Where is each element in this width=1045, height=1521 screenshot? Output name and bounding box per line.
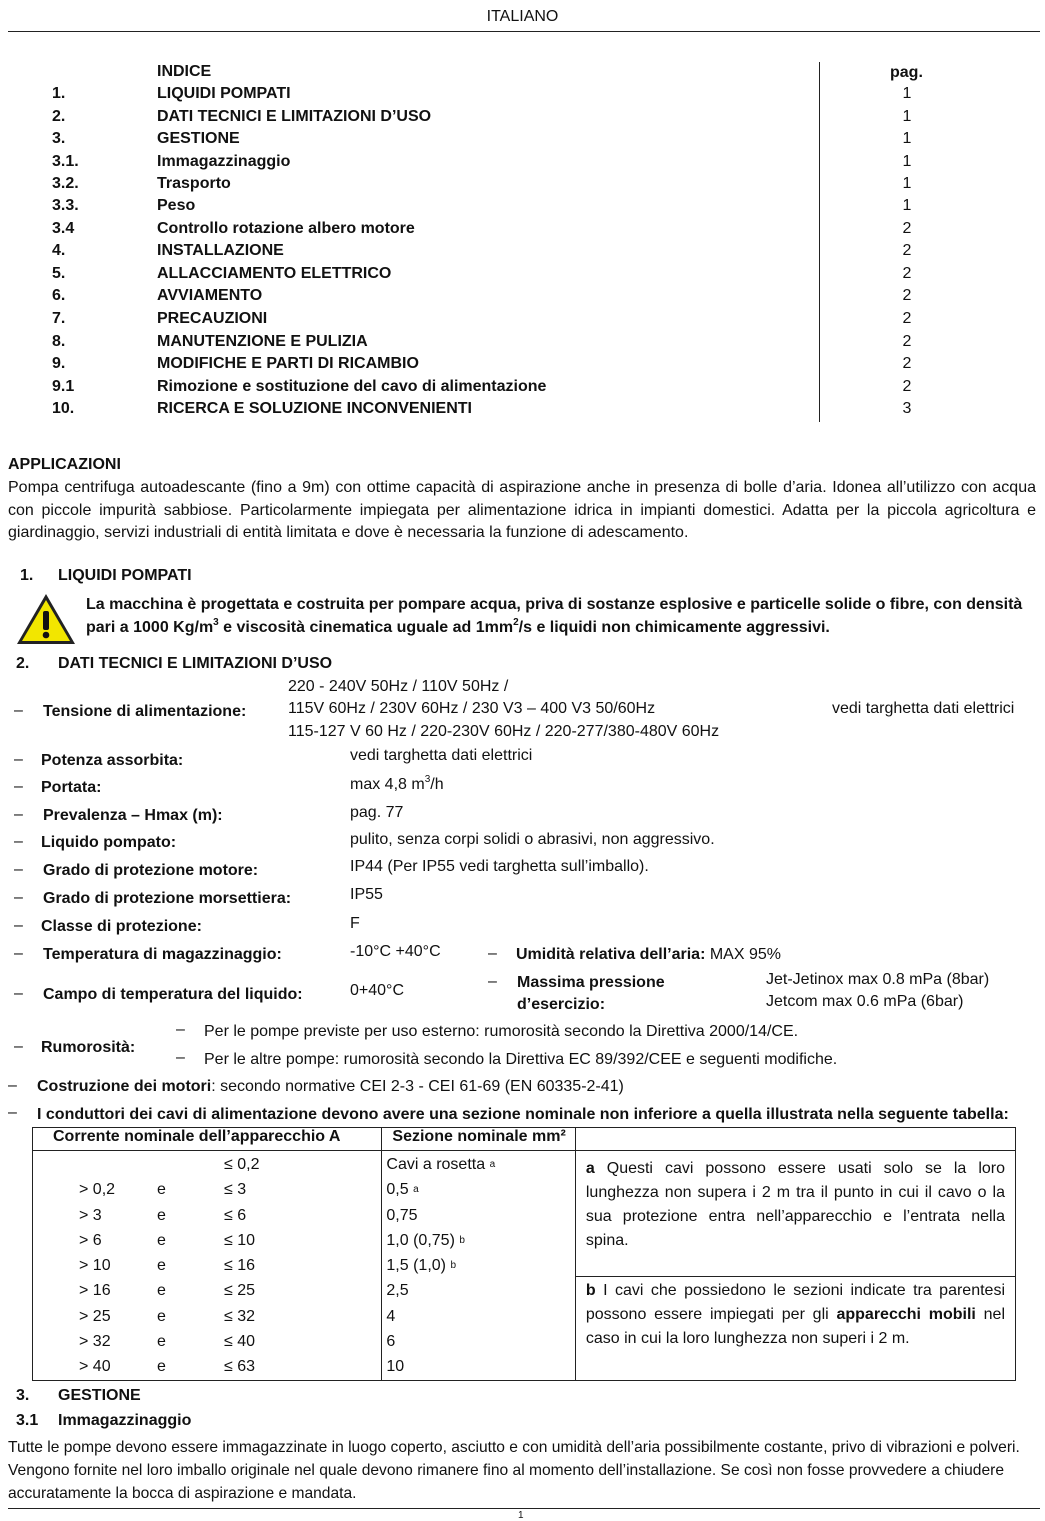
table-row-corrente [33, 1253, 381, 1278]
warning-text-line1: La macchina è progettata e costruita per pompare acqua, priva di sostanze esplosive e particelle solide o fibre, con densità [86, 596, 1023, 613]
conduttori-text: I conduttori dei cavi di alimentazione devono avere una sezione nominale non inferiore a quella illustrata nella seguente tabella: [37, 1106, 1009, 1123]
toc-item-title: MODIFICHE E PARTI DI RICAMBIO [157, 355, 419, 372]
table-row-sezione [382, 1177, 574, 1202]
toc-item-number: 6. [52, 287, 66, 304]
grado-motore-value: IP44 (Per IP55 vedi targhetta sull’imballo). [350, 858, 649, 875]
rumorosita-line-2: Per le altre pompe: rumorosità secondo la Direttiva EC 89/392/CEE e seguenti modifiche. [204, 1051, 838, 1068]
dash: – [14, 702, 23, 719]
liquido-value: pulito, senza corpi solidi o abrasivi, non aggressivo. [350, 831, 715, 848]
liquido-label: Liquido pompato: [41, 834, 177, 851]
cable-section-table [32, 1127, 1016, 1381]
toc-item-page: 2 [902, 378, 912, 395]
temp-mag-value: -10°C +40°C [350, 943, 441, 960]
table-row-sezione [382, 1203, 574, 1228]
toc-item-title: ALLACCIAMENTO ELETTRICO [157, 265, 392, 282]
tensione-line-1: 220 - 240V 50Hz / 110V 50Hz / [288, 678, 509, 695]
toc-item-page: 1 [902, 153, 912, 170]
toc-item-title: DATI TECNICI E LIMITAZIONI D’USO [157, 108, 432, 125]
toc-item-number: 9.1 [52, 378, 75, 395]
toc-item [52, 310, 952, 332]
tensione-line-3: 115-127 V 60 Hz / 220-230V 60Hz / 220-277/380-480V 60Hz [288, 723, 720, 740]
sezione-value: 1,5 (1,0) [386, 1257, 446, 1275]
toc-item-number: 10. [52, 400, 75, 417]
corrente-e: e [157, 1257, 166, 1275]
applicazioni-text: Pompa centrifuga autoadescante (fino a 9m) con ottime capacità di aspirazione anche in presenza di bolle d’aria. Idonea all’utilizzo con acqua con piccole impurità sabbiose. Particolarmente impiegata per alimentazione idrica in impianti domestici. Adatta per la piccola agricoltura e giardinaggio, servizi industriali di entità limitata e dove è necessaria la funzione di adescamento. [8, 479, 1036, 541]
dash: – [14, 985, 23, 1002]
toc-item [52, 265, 952, 287]
dash: – [14, 861, 23, 878]
table-row-sezione [382, 1152, 574, 1177]
dash: – [14, 751, 23, 768]
section2-title: DATI TECNICI E LIMITAZIONI D’USO [58, 655, 333, 672]
dash: – [14, 833, 23, 850]
rumorosita-label: Rumorosità: [41, 1039, 136, 1056]
corrente-e: e [157, 1231, 166, 1249]
grado-motore-label: Grado di protezione motore: [43, 862, 259, 879]
toc-item-page: 1 [902, 130, 912, 147]
toc-item-page: 3 [902, 400, 912, 417]
potenza-label: Potenza assorbita: [41, 752, 184, 769]
prevalenza-label: Prevalenza – Hmax (m): [43, 807, 223, 824]
toc-item-title: Controllo rotazione albero motore [157, 220, 415, 237]
corrente-e: e [157, 1358, 166, 1376]
toc-item-number: 9. [52, 355, 66, 372]
dash: – [14, 917, 23, 934]
toc-item-page: 1 [902, 85, 912, 102]
toc-item [52, 378, 952, 400]
corrente-high: ≤ 32 [224, 1307, 256, 1325]
table-row-corrente [33, 1177, 381, 1202]
table-row-corrente [33, 1278, 381, 1303]
section3-number: 3. [16, 1387, 30, 1404]
note-b-cell [575, 1276, 1015, 1380]
corrente-low: > 3 [79, 1206, 102, 1224]
corrente-high: ≤ 3 [224, 1181, 247, 1199]
dash: – [14, 945, 23, 962]
toc-item [52, 108, 952, 130]
toc-item-title: AVVIAMENTO [157, 287, 263, 304]
warning-text-line2: pari a 1000 $Kg/m^3$ e viscosità cinematica uguale ad $1mm^2/s$ e liquidi non chimicamente aggressivi. [86, 617, 830, 636]
toc-item [52, 400, 952, 422]
toc-item-page: 2 [902, 220, 912, 237]
toc-item-title: RICERCA E SOLUZIONE INCONVENIENTI [157, 400, 472, 417]
toc-item-page: 2 [902, 355, 912, 372]
section3-1-text: Tutte le pompe devono essere immagazzinate in luogo coperto, asciutto e con umidità dell’aria possibilmente costante, privo di vibrazioni e polveri. Vengono fornite nel loro imballo originale nel quale devono rimanere fino al momento dell’installazione. Se così non fosse provvedere a chiudere accuratamente la bocca di aspirazione e mandata. [8, 1439, 1020, 1502]
corrente-e: e [157, 1206, 166, 1224]
section3-1-number: 3.1 [16, 1412, 39, 1429]
toc-item-title: Peso [157, 197, 196, 214]
pressione-value-2: Jetcom max 0.6 mPa (6bar) [766, 993, 964, 1010]
toc-item [52, 287, 952, 309]
prevalenza-value: pag. 77 [350, 804, 404, 821]
corrente-high: ≤ 40 [224, 1333, 256, 1351]
toc-item [52, 153, 952, 175]
dash: – [176, 1049, 185, 1066]
sezione-value: 10 [386, 1358, 405, 1376]
corrente-e: e [157, 1333, 166, 1351]
toc-item-number: 4. [52, 242, 66, 259]
dash: – [488, 973, 497, 990]
sezione-value: 1,0 (0,75) [386, 1231, 455, 1249]
table-row-corrente [33, 1228, 381, 1253]
umidita: Umidità relativa dell’aria: MAX 95% [516, 946, 781, 963]
corrente-low: > 32 [79, 1333, 111, 1351]
dash: – [176, 1021, 185, 1038]
warning-icon [14, 591, 78, 647]
dash: – [14, 806, 23, 823]
corrente-high: ≤ 25 [224, 1282, 256, 1300]
toc-item-number: 3.2. [52, 175, 79, 192]
toc-item-number: 8. [52, 333, 66, 350]
toc-item-page: 2 [902, 287, 912, 304]
section1-title: LIQUIDI POMPATI [58, 567, 192, 584]
corrente-e: e [157, 1307, 166, 1325]
sezione-value: 2,5 [386, 1282, 409, 1300]
section1-number: 1. [20, 567, 34, 584]
sezione-footnote-mark: b [459, 1234, 465, 1246]
portata-value: max 4,8 $m^3/h$ [350, 774, 444, 793]
toc-item-number: 5. [52, 265, 66, 282]
toc-item-number: 1. [52, 85, 66, 102]
corrente-e: e [157, 1282, 166, 1300]
dash: – [8, 1077, 17, 1094]
table-header-empty [575, 1128, 1015, 1151]
corrente-high: ≤ 16 [224, 1257, 256, 1275]
toc-item-title: Immagazzinaggio [157, 153, 291, 170]
sezione-value: 6 [386, 1333, 396, 1351]
toc-item-title: LIQUIDI POMPATI [157, 85, 291, 102]
page-number: 1 [518, 1510, 524, 1521]
table-row-sezione [382, 1228, 574, 1253]
section3-1-title: Immagazzinaggio [58, 1412, 192, 1429]
toc-item-page: 1 [902, 197, 912, 214]
dash: – [8, 1104, 17, 1121]
toc-item-title: INSTALLAZIONE [157, 242, 284, 259]
toc-title: INDICE [157, 63, 212, 80]
toc-item-number: 3. [52, 130, 66, 147]
grado-morsettiera-value: IP55 [350, 886, 383, 903]
dash: – [14, 778, 23, 795]
classe-label: Classe di protezione: [41, 918, 202, 935]
corrente-e: e [157, 1181, 166, 1199]
corrente-low: > 10 [79, 1257, 111, 1275]
dash: – [14, 889, 23, 906]
section2-number: 2. [16, 655, 30, 672]
campo-temp-label: Campo di temperatura del liquido: [43, 986, 303, 1003]
corrente-low: > 25 [79, 1307, 111, 1325]
corrente-high: ≤ 10 [224, 1231, 256, 1249]
sezione-value: 0,5 [386, 1181, 409, 1199]
toc-item-title: Trasporto [157, 175, 231, 192]
costruzione-text: Costruzione dei motori: secondo normative CEI 2-3 - CEI 61-69 (EN 60335-2-41) [37, 1078, 624, 1095]
corrente-low: > 40 [79, 1358, 111, 1376]
toc-page-header: pag. [890, 64, 923, 81]
potenza-value: vedi targhetta dati elettrici [350, 747, 533, 764]
toc-item [52, 175, 952, 197]
toc-item-page: 1 [902, 175, 912, 192]
sezione-footnote-mark: b [450, 1260, 457, 1272]
toc-item-title: PRECAUZIONI [157, 310, 268, 327]
corrente-column [33, 1151, 382, 1381]
page-header-language: ITALIANO [486, 8, 559, 25]
corrente-high: ≤ 63 [224, 1358, 256, 1376]
note-a-cell [575, 1151, 1015, 1277]
dash: – [14, 1038, 23, 1055]
toc-item [52, 130, 952, 152]
toc-item-page: 2 [902, 265, 912, 282]
toc-item-number: 2. [52, 108, 66, 125]
toc-item-page: 1 [902, 108, 912, 125]
table-row-sezione [382, 1354, 574, 1379]
dash: – [488, 945, 497, 962]
toc-item-number: 3.4 [52, 220, 75, 237]
toc-item [52, 220, 952, 242]
table-row-corrente [33, 1354, 381, 1379]
tensione-line-2: 115V 60Hz / 230V 60Hz / 230 V3 – 400 V3 50/60Hz [288, 700, 656, 717]
table-row-corrente [33, 1203, 381, 1228]
toc-item-page: 2 [902, 242, 912, 259]
toc-item [52, 355, 952, 377]
table-row-corrente [33, 1329, 381, 1354]
pressione-label-2: d’esercizio: [517, 996, 606, 1013]
toc-item-title: Rimozione e sostituzione del cavo di alimentazione [157, 378, 547, 395]
rumorosita-line-1: Per le pompe previste per uso esterno: rumorosità secondo la Direttiva 2000/14/CE. [204, 1023, 799, 1040]
footer-rule [8, 1508, 1040, 1509]
toc-item [52, 333, 952, 355]
toc-item-page: 2 [902, 310, 912, 327]
sezione-footnote-mark: a [489, 1159, 496, 1170]
pressione-label-1: Massima pressione [517, 974, 665, 991]
toc-item-title: MANUTENZIONE E PULIZIA [157, 333, 368, 350]
classe-value: F [350, 915, 360, 932]
sezione-value: 0,75 [386, 1206, 418, 1224]
table-header-sezione: Sezione nominale mm² [382, 1128, 575, 1151]
table-row-sezione [382, 1329, 574, 1354]
section3-title: GESTIONE [58, 1387, 141, 1404]
toc-item [52, 242, 952, 264]
toc-item-number: 7. [52, 310, 66, 327]
sezione-footnote-mark: a [413, 1184, 419, 1196]
corrente-low: > 6 [79, 1231, 102, 1249]
pressione-value-1: Jet-Jetinox max 0.8 mPa (8bar) [766, 971, 990, 988]
toc-item-page: 2 [902, 333, 912, 350]
corrente-high: ≤ 0,2 [224, 1156, 260, 1173]
table-row-corrente [33, 1304, 381, 1329]
sezione-value: 4 [386, 1307, 396, 1325]
note-a: a Questi cavi possono essere usati solo se la loro lunghezza non supera i 2 m tra il punto in cui il cavo o la sua protezione entra nell’apparecchio e l’entrata nella spina. [585, 1160, 1005, 1249]
table-row-corrente [33, 1152, 381, 1177]
toc-item [52, 197, 952, 219]
table-header-corrente: Corrente nominale dell’apparecchio A [33, 1128, 382, 1151]
toc-item-number: 3.1. [52, 153, 79, 170]
sezione-column [382, 1151, 575, 1381]
campo-temp-value: 0+40°C [350, 982, 404, 999]
toc-item-title: GESTIONE [157, 130, 240, 147]
sezione-value: Cavi a rosetta [386, 1156, 486, 1173]
header-rule [8, 31, 1040, 32]
tensione-note: vedi targhetta dati elettrici [832, 700, 1015, 717]
tensione-label: Tensione di alimentazione: [43, 703, 247, 720]
table-row-sezione [382, 1278, 574, 1303]
applicazioni-title: APPLICAZIONI [8, 456, 121, 473]
toc-item-number: 3.3. [52, 197, 79, 214]
corrente-high: ≤ 6 [224, 1206, 247, 1224]
table-row-sezione [382, 1304, 574, 1329]
toc-item [52, 85, 952, 107]
temp-mag-label: Temperatura di magazzinaggio: [43, 946, 282, 963]
note-b: b I cavi che possiedono le sezioni indicate tra parentesi possono essere impiegati per gli apparecchi mobili nel caso in cui la loro lunghezza non superi i 2 m. [585, 1281, 1006, 1347]
corrente-low: > 16 [79, 1282, 111, 1300]
portata-label: Portata: [41, 779, 102, 796]
corrente-low: > 0,2 [79, 1181, 116, 1199]
table-row-sezione [382, 1253, 574, 1278]
grado-morsettiera-label: Grado di protezione morsettiera: [43, 890, 292, 907]
